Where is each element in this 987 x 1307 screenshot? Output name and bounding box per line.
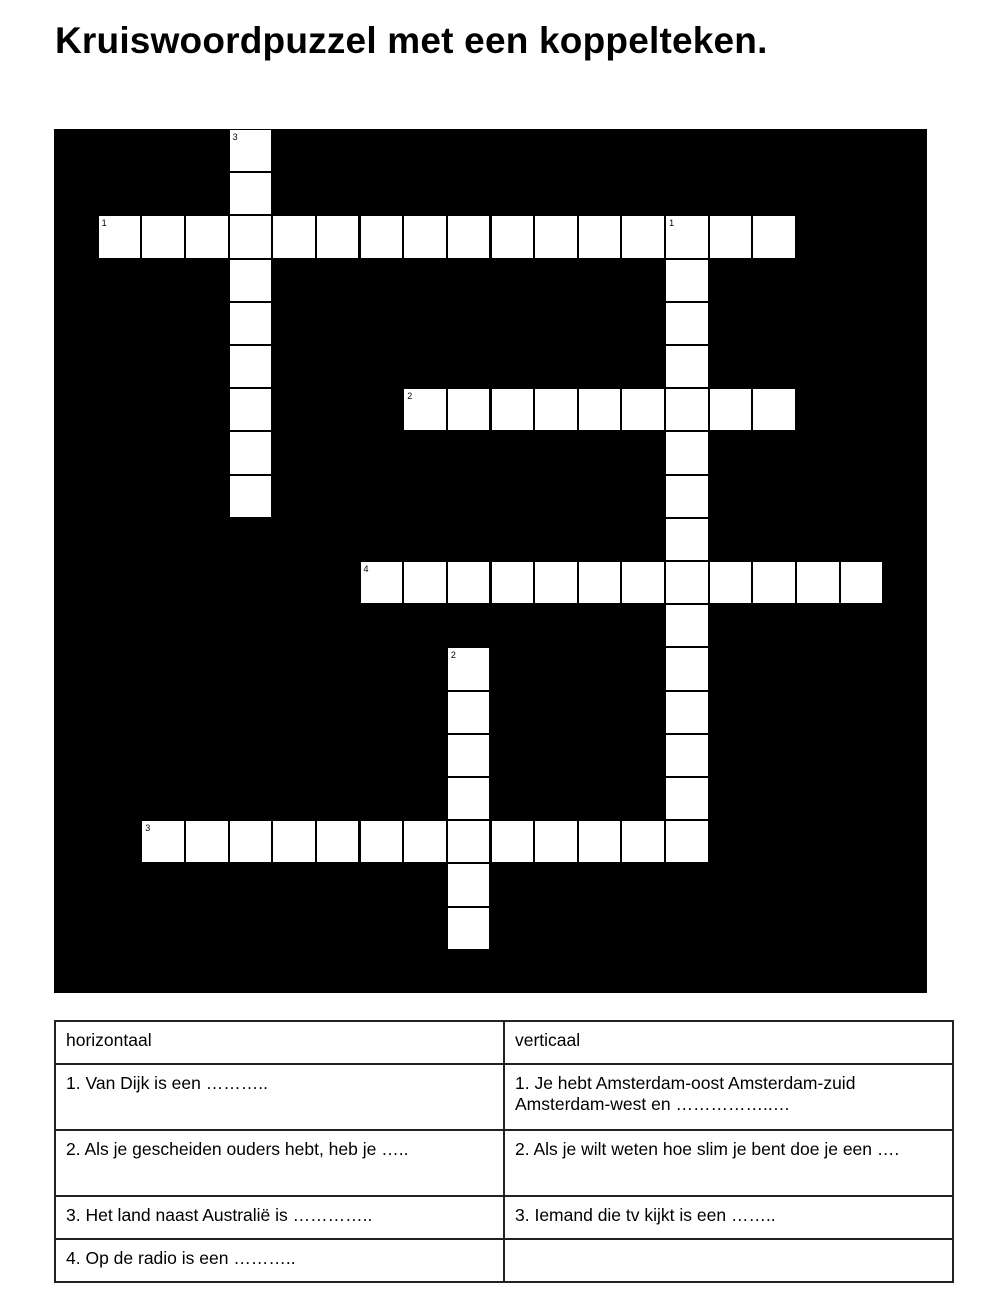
crossword-cell[interactable]	[491, 561, 535, 604]
clue-vertical-1: 1. Je hebt Amsterdam-oost Amsterdam-zuid Amsterdam-west en ……………..…	[504, 1064, 953, 1130]
crossword-cell[interactable]	[447, 863, 491, 906]
crossword-cell[interactable]	[98, 215, 142, 258]
crossword-cell[interactable]	[403, 820, 447, 863]
clue-row	[55, 1239, 953, 1282]
crossword-cell[interactable]	[316, 820, 360, 863]
crossword-cell[interactable]	[796, 561, 840, 604]
clue-horizontal-1: 1. Van Dijk is een ………..	[55, 1064, 504, 1130]
crossword-cell[interactable]	[665, 431, 709, 474]
crossword-cell[interactable]	[229, 475, 273, 518]
crossword-cell[interactable]	[709, 561, 753, 604]
crossword-cell[interactable]	[403, 561, 447, 604]
crossword-cell[interactable]	[665, 475, 709, 518]
crossword-cell[interactable]	[578, 820, 622, 863]
crossword-cell[interactable]	[447, 561, 491, 604]
crossword-cell[interactable]	[709, 215, 753, 258]
crossword-cell[interactable]	[229, 172, 273, 215]
vertical-header: verticaal	[504, 1021, 953, 1064]
crossword-cell[interactable]	[665, 777, 709, 820]
clue-number: 2	[450, 650, 456, 661]
crossword-cell[interactable]	[447, 388, 491, 431]
crossword-cell[interactable]	[534, 820, 578, 863]
crossword-cell[interactable]	[141, 820, 185, 863]
crossword-cell[interactable]	[229, 388, 273, 431]
crossword-cell[interactable]	[360, 215, 404, 258]
crossword-cell[interactable]	[185, 820, 229, 863]
crossword-cell[interactable]	[621, 561, 665, 604]
crossword-cell[interactable]	[665, 691, 709, 734]
crossword-cell[interactable]	[447, 820, 491, 863]
crossword-cell[interactable]	[447, 907, 491, 950]
crossword-cell[interactable]	[665, 345, 709, 388]
crossword-cell[interactable]	[229, 259, 273, 302]
clue-horizontal-3: 3. Het land naast Australië is …………..	[55, 1196, 504, 1239]
clue-vertical-3: 3. Iemand die tv kijkt is een ……..	[504, 1196, 953, 1239]
crossword-cell[interactable]	[403, 388, 447, 431]
clue-row	[55, 1130, 953, 1196]
clue-number: 1	[669, 218, 675, 229]
crossword-cell[interactable]	[447, 215, 491, 258]
crossword-cell[interactable]	[447, 734, 491, 777]
crossword-cell[interactable]	[665, 518, 709, 561]
crossword-grid	[54, 129, 927, 993]
crossword-cell[interactable]	[621, 215, 665, 258]
crossword-cell[interactable]	[185, 215, 229, 258]
crossword-cell[interactable]	[141, 215, 185, 258]
crossword-cell[interactable]	[272, 215, 316, 258]
crossword-cell[interactable]	[840, 561, 884, 604]
crossword-cell[interactable]	[665, 388, 709, 431]
clue-vertical-2: 2. Als je wilt weten hoe slim je bent doe je een ….	[504, 1130, 953, 1196]
crossword-cell[interactable]	[229, 302, 273, 345]
crossword-cell[interactable]	[229, 129, 273, 172]
crossword-cell[interactable]	[709, 388, 753, 431]
clue-number: 2	[407, 391, 413, 402]
crossword-cell[interactable]	[578, 388, 622, 431]
crossword-cell[interactable]	[665, 820, 709, 863]
crossword-cell[interactable]	[578, 561, 622, 604]
crossword-cell[interactable]	[491, 215, 535, 258]
clue-horizontal-2: 2. Als je gescheiden ouders hebt, heb je …..	[55, 1130, 504, 1196]
crossword-cell[interactable]	[491, 820, 535, 863]
crossword-cell[interactable]	[534, 215, 578, 258]
crossword-cell[interactable]	[534, 388, 578, 431]
crossword-cell[interactable]	[752, 561, 796, 604]
crossword-cell[interactable]	[229, 820, 273, 863]
clue-number: 3	[145, 823, 151, 834]
crossword-cell[interactable]	[360, 561, 404, 604]
crossword-cell[interactable]	[665, 302, 709, 345]
page-title: Kruiswoordpuzzel met een koppelteken.	[55, 20, 768, 61]
crossword-cell[interactable]	[272, 820, 316, 863]
clues-header-row	[55, 1021, 953, 1064]
crossword-cell[interactable]	[491, 388, 535, 431]
crossword-cell[interactable]	[752, 215, 796, 258]
crossword-cell[interactable]	[665, 604, 709, 647]
crossword-cell[interactable]	[534, 561, 578, 604]
crossword-cell[interactable]	[360, 820, 404, 863]
crossword-cell[interactable]	[665, 734, 709, 777]
clue-vertical-empty	[504, 1239, 953, 1282]
crossword-cell[interactable]	[665, 561, 709, 604]
crossword-cell[interactable]	[665, 215, 709, 258]
crossword-cell[interactable]	[665, 259, 709, 302]
clues-table	[54, 1020, 954, 1283]
clue-number: 1	[101, 218, 107, 229]
crossword-cell[interactable]	[447, 777, 491, 820]
clue-number: 3	[232, 132, 238, 142]
crossword-cell[interactable]	[229, 431, 273, 474]
horizontal-header: horizontaal	[55, 1021, 504, 1064]
crossword-cell[interactable]	[621, 388, 665, 431]
crossword-cell[interactable]	[316, 215, 360, 258]
crossword-cell[interactable]	[229, 215, 273, 258]
clue-number: 4	[363, 564, 369, 574]
clue-row	[55, 1196, 953, 1239]
crossword-cell[interactable]	[578, 215, 622, 258]
crossword-cell[interactable]	[665, 647, 709, 690]
crossword-cell[interactable]	[403, 215, 447, 258]
clue-horizontal-4: 4. Op de radio is een ………..	[55, 1239, 504, 1282]
crossword-cell[interactable]	[229, 345, 273, 388]
crossword-cell[interactable]	[752, 388, 796, 431]
crossword-cell[interactable]	[447, 691, 491, 734]
clue-row	[55, 1064, 953, 1130]
crossword-cell[interactable]	[447, 647, 491, 690]
crossword-cell[interactable]	[621, 820, 665, 863]
